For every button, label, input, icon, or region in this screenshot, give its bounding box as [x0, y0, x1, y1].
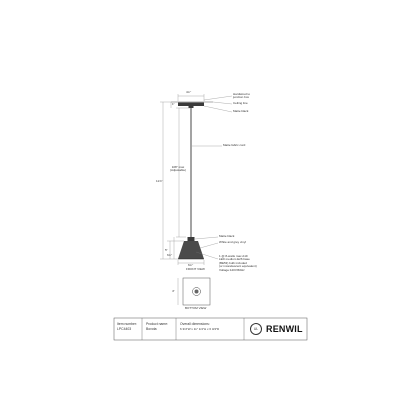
socket-cap — [188, 237, 195, 241]
brand-logo: RENWIL — [266, 324, 303, 334]
dim-label-base-width: 4" — [172, 289, 175, 293]
item-number-value: LPC4403 — [117, 327, 132, 331]
bottom-view-label: BOTTOM VIEW — [185, 306, 207, 310]
canopy-neck — [189, 106, 194, 108]
leader-matte-black-bottom — [195, 237, 218, 239]
bottom-view-ring-inner — [195, 290, 199, 294]
overall-dimensions-label: Overall dimensions: — [180, 322, 210, 326]
product-name-value: Bovota — [146, 327, 157, 331]
product-name-label: Product name: — [146, 322, 169, 326]
canopy — [178, 103, 204, 107]
label-fabric-cord: Matte fabric cord — [223, 143, 246, 147]
shade — [178, 241, 204, 259]
leader-ceiling — [213, 102, 232, 104]
leader-matte-black-top — [204, 106, 232, 112]
dim-label-overall-height: 11⅝" — [156, 179, 163, 183]
label-hardwired: Hardwired to junction box — [233, 92, 251, 100]
dim-label-cord-length: 108" max (Adjustable) — [170, 165, 187, 173]
label-ceiling-line: Ceiling line — [233, 101, 248, 105]
dim-label-shade-total: 6¾" — [167, 253, 173, 257]
leader-vinyl — [200, 243, 218, 248]
leader-hardwired — [204, 96, 232, 100]
overall-dimensions-value: 6 3/4"W x 11" 1/4"H x 6 3/4"D — [180, 327, 220, 331]
label-white-grey-vinyl: White and grey vinyl — [219, 240, 247, 244]
dim-label-canopy-width: 4¾" — [186, 90, 192, 94]
label-bulb-spec: 1 @ 8-watts max A19 LED medium E26 base (BE53) bulb included (or incandescent equivalent) Voltage:120V/60Hz — [219, 254, 257, 272]
front-view-label: FRONT VIEW — [186, 267, 205, 271]
dim-label-shade-height: 5" — [165, 248, 168, 252]
label-matte-black-top: Matte black — [233, 109, 249, 113]
dim-label-canopy-height: 1" — [172, 102, 175, 106]
dim-label-shade-width: 6¾" — [188, 263, 194, 267]
item-number-label: Item number: — [117, 322, 137, 326]
ul-listed-mark: UL — [250, 323, 262, 335]
label-matte-black-bottom: Matte black — [219, 234, 235, 238]
